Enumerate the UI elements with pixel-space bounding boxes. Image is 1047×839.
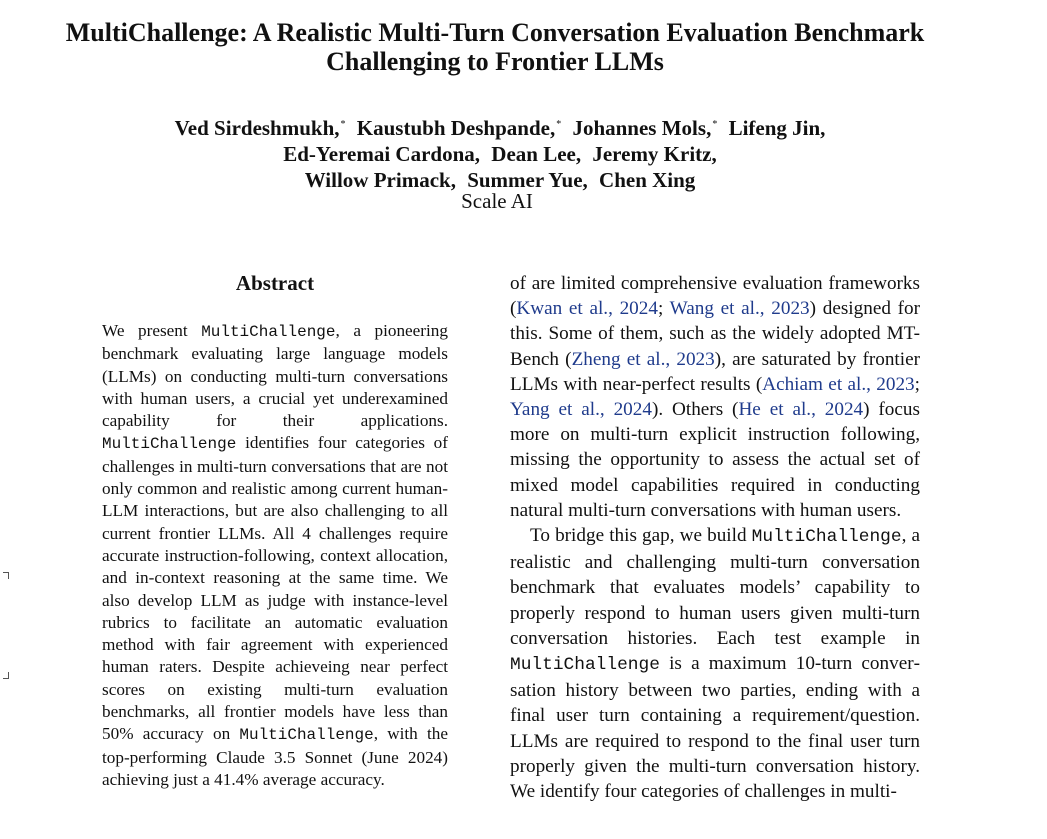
author: Summer Yue xyxy=(467,168,583,192)
benchmark-name: MultiChallenge xyxy=(510,655,660,676)
margin-mark xyxy=(3,672,9,679)
abstract-body: We present MultiChallenge, a pioneering benchmark evaluating large language models (LLMs) on conducting multi-turn conversations with human users, a crucial yet underexamined capability for their applications. MultiChallenge identifies four categories of challenges in multi-turn conversations that are not only common and realistic among current human-LLM interactions, but are also challenging to all current frontier LLMs. All 4 challenges require accurate instruction-following, context allocation, and in-context reasoning at the same time. We also develop LLM as judge with instance-level rubrics to facilitate an automatic evaluation method with fair agreement with experienced human raters. Despite achieveing near perfect scores on existing multi-turn evaluation benchmarks, all frontier models have less than 50% accuracy on MultiChallenge, with the top-performing Claude 3.5 Sonnet (June 2024) achieving just a 41.4% average accuracy. xyxy=(102,321,448,789)
citation-link[interactable]: He et al., 2024 xyxy=(738,399,864,421)
benchmark-name: MultiChallenge xyxy=(102,435,237,454)
margin-mark xyxy=(3,572,9,579)
citation-link[interactable]: Zheng et al., 2023 xyxy=(571,348,715,370)
author: Ed-Yeremai Cardona xyxy=(283,142,475,166)
citation-link[interactable]: Achiam et al., 2023 xyxy=(762,373,915,395)
intro-paragraph: of are limited comprehensive evaluation frameworks (Kwan et al., 2024; Wang et al., 2023) designed for this. Some of them, such as the widely adopted MT-Bench (Zheng et al., 2023), are saturated by frontier LLMs with near-perfect results (Achiam et al., 2023; Yang et al., 2024). Others (He et al., 2024) focus more on multi-turn explicit instruction following, missing the opportunity to assess the actual set of mixed model capabilities required in conducting natural multi-turn conversations with human users. xyxy=(510,273,921,521)
author: Dean Lee xyxy=(491,142,576,166)
paper-title: MultiChallenge: A Realistic Multi-Turn Conversation Evaluation Benchmark Challenging to Frontier LLMs xyxy=(65,18,925,76)
author: Ved Sirdeshmukh,* xyxy=(174,116,346,140)
intro-paragraph: To bridge this gap, we build MultiChallenge, a realistic and challenging multi-turn conversation benchmark that evaluates models’ capability to properly respond to human users given multi-turn conversation histories. Each test example in MultiChallenge is a maximum 10-turn conversation history between two parties, ending with a final user turn containing a requirement/question. LLMs are required to respond to the final user turn properly given the multi-turn conversation history. We identify four categories of challenges in multi- xyxy=(510,525,920,803)
author: Chen Xing xyxy=(599,168,696,192)
citation-link[interactable]: Kwan et al., 2024 xyxy=(516,298,658,320)
author: Jeremy Kritz xyxy=(592,142,712,166)
author: Johannes Mols,* xyxy=(572,116,718,140)
author: Willow Primack xyxy=(304,168,451,192)
citation-link[interactable]: Yang et al., 2024 xyxy=(510,399,652,421)
introduction-column xyxy=(510,271,920,804)
benchmark-name: MultiChallenge xyxy=(239,726,374,745)
author-list: Ved Sirdeshmukh,* Kaustubh Deshpande,* Johannes Mols,* Lifeng Jin, Ed-Yeremai Cardona, Dean Lee, Jeremy Kritz, Willow Primack, Summer Yue, Chen Xing xyxy=(174,116,826,192)
author: Kaustubh Deshpande,* xyxy=(356,116,562,140)
citation-link[interactable]: Wang et al., 2023 xyxy=(669,298,810,320)
benchmark-name: MultiChallenge xyxy=(751,527,902,548)
affiliation: Scale AI xyxy=(461,189,533,213)
abstract-heading: Abstract xyxy=(235,271,315,295)
author: Lifeng Jin xyxy=(728,116,821,140)
benchmark-name: MultiChallenge xyxy=(201,323,336,341)
